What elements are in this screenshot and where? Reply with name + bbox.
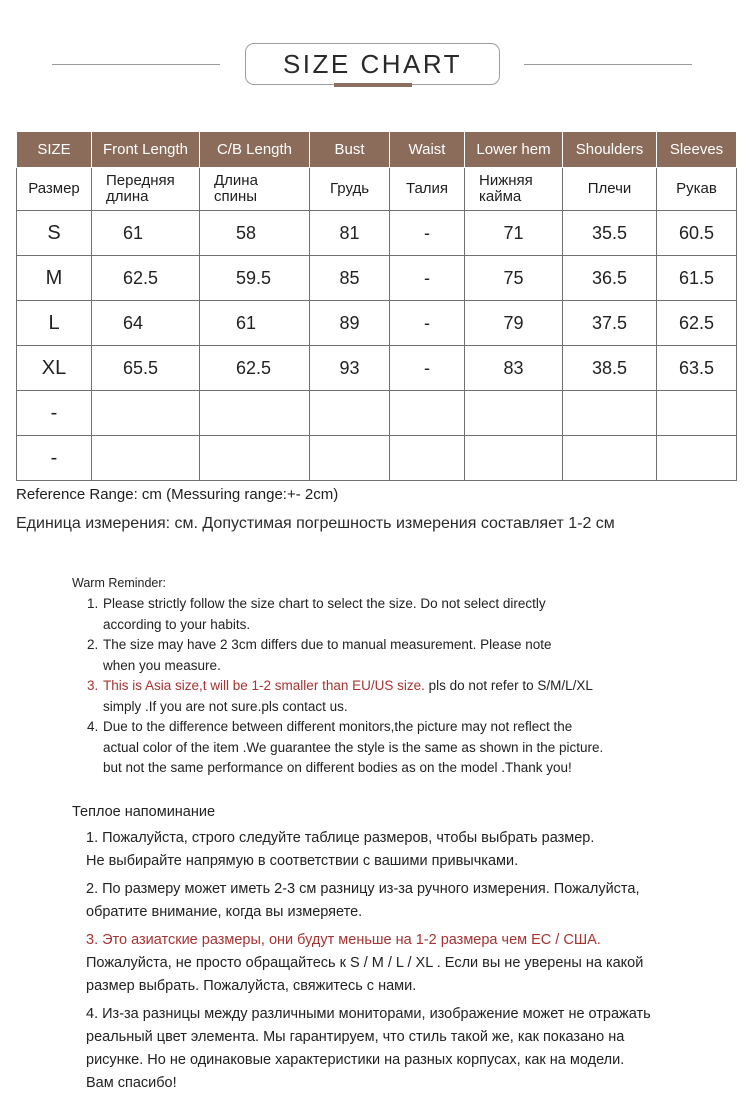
table-cell [92,436,200,481]
item-text: Вам спасибо! [86,1075,177,1091]
table-row [17,436,737,481]
item-number: 3. [87,678,99,693]
table-cell [465,391,563,436]
item-text: simply .If you are not sure.pls contact us. [103,698,348,714]
table-cell: 62.5 [200,346,310,391]
item-number: 1. [87,596,99,611]
table-cell: 83 [465,346,563,391]
warm-reminder-en [72,576,712,779]
column-header: Waist [390,132,465,168]
size-cell: XL [17,346,92,391]
table-row [17,211,737,256]
header-row-ru [17,168,737,211]
table-row [17,391,737,436]
item-text: The size may have 2 3cm differs due to manual measurement. Please note [103,637,552,652]
table-cell: 36.5 [563,256,657,301]
warm-reminder-ru [72,803,732,1100]
title-divider-right [524,64,692,65]
table-cell: 62.5 [657,301,737,346]
header-text: Грудь [329,180,370,197]
column-header-ru [390,168,465,211]
table-cell [92,391,200,436]
column-header-ru [657,168,737,211]
column-header: C/B Length [200,132,310,168]
page-title: SIZE CHART [245,43,500,85]
table-cell: 62.5 [92,256,200,301]
table-cell [657,391,737,436]
table-cell: - [390,346,465,391]
column-header: Sleeves [657,132,737,168]
table-cell: 71 [465,211,563,256]
table-cell: 61.5 [657,256,737,301]
table-cell: 64 [92,301,200,346]
table-cell: - [390,256,465,301]
reminder-heading: Warm Reminder: [72,576,166,590]
table-cell: 35.5 [563,211,657,256]
header-text: спины [214,188,258,205]
table-cell: 61 [92,211,200,256]
item-number: 2. [87,637,99,652]
table-cell: 93 [310,346,390,391]
header-text: Нижняя [479,172,533,189]
table-row [17,256,737,301]
table-cell [390,391,465,436]
table-cell: 65.5 [92,346,200,391]
table-cell: 85 [310,256,390,301]
reminder-item-ru [72,1003,732,1095]
table-cell: 89 [310,301,390,346]
table-cell: 58 [200,211,310,256]
item-text: 4. Из-за разницы между различными мониторами, изображение может не отражать [86,1006,651,1022]
column-header: Shoulders [563,132,657,168]
title-accent-bar [334,83,412,87]
column-header-ru [92,168,200,211]
size-cell: S [17,211,92,256]
asia-size-warning-ru: 3. Это азиатские размеры, они будут меньше на 1-2 размера чем ЕС / США. [86,932,601,948]
reminder-item-ru [72,878,732,924]
item-text: реальный цвет элемента. Мы гарантируем, что стиль такой же, как показано на [86,1029,625,1045]
item-text: but not the same performance on different bodies as on the model .Thank you! [103,760,572,775]
header-text: Размер [28,180,80,197]
reminder-item [72,717,712,779]
table-cell: 37.5 [563,301,657,346]
reminder-item [72,594,712,635]
table-cell: - [390,211,465,256]
header-text: кайма [479,188,522,205]
header-text: Длина [214,172,258,189]
column-header-ru [465,168,563,211]
item-text: обратите внимание, когда вы измеряете. [86,904,363,920]
column-header: SIZE [17,132,92,168]
size-cell: M [17,256,92,301]
table-cell: 63.5 [657,346,737,391]
size-cell: - [17,436,92,481]
reminder-item-ru [72,929,732,998]
table-cell: 81 [310,211,390,256]
size-cell: L [17,301,92,346]
table-cell: 79 [465,301,563,346]
item-text: according to your habits. [103,616,251,632]
title-divider-left [52,64,220,65]
item-text: 2. По размеру может иметь 2-3 см разницу из-за ручного измерения. Пожалуйста, [86,881,640,897]
table-cell [200,436,310,481]
table-cell: 75 [465,256,563,301]
table-cell: - [390,301,465,346]
asia-size-warning: This is Asia size,t will be 1-2 smaller than EU/US size. [103,678,425,693]
item-text-rest: pls do not refer to S/M/L/XL [424,678,593,693]
header-text: Рукав [676,180,717,197]
header-text: Передняя [106,172,175,189]
table-row [17,346,737,391]
table-cell [465,436,563,481]
table-cell [563,436,657,481]
item-text: рисунке. Но не одинаковые характеристики на разных корпусах, как на модели. [86,1052,625,1068]
item-text: Due to the difference between different monitors,the picture may not reflect the [103,719,573,734]
table-cell: 61 [200,301,310,346]
item-text: when you measure. [103,657,221,673]
reference-range-note: Reference Range: cm (Messuring range:+- 2cm) [16,486,339,503]
column-header: Bust [310,132,390,168]
item-text: 1. Пожалуйста, строго следуйте таблице размеров, чтобы выбрать размер. [86,830,595,846]
table-cell [310,436,390,481]
item-number: 4. [87,719,99,734]
column-header-ru [200,168,310,211]
table-cell [563,391,657,436]
size-chart-table [16,131,737,481]
header-text: Талия [405,180,449,197]
table-cell: 38.5 [563,346,657,391]
item-text: actual color of the item .We guarantee the style is the same as shown in the picture. [103,739,604,755]
item-text: Пожалуйста, не просто обращайтесь к S / M / L / XL . Если вы не уверены на какой [86,955,644,971]
header-text: Плечи [587,180,632,197]
size-cell: - [17,391,92,436]
table-cell [200,391,310,436]
item-text: размер выбрать. Пожалуйста, свяжитесь с нами. [86,978,417,994]
reminder-heading-ru: Теплое напоминание [72,804,216,820]
column-header-ru [17,168,92,211]
table-cell: 60.5 [657,211,737,256]
header-text: длина [106,188,149,205]
table-cell [310,391,390,436]
column-header: Lower hem [465,132,563,168]
item-text [103,676,712,697]
table-cell [390,436,465,481]
item-text: Please strictly follow the size chart to select the size. Do not select directly [103,596,546,611]
table-cell [657,436,737,481]
table-row [17,301,737,346]
reminder-item-ru [72,827,732,873]
unit-note-ru: Единица измерения: см. Допустимая погрешность измерения составляет 1-2 см [16,515,615,532]
column-header: Front Length [92,132,200,168]
reminder-item [72,676,712,717]
item-text: Не выбирайте напрямую в соответствии с вашими привычками. [86,853,519,869]
header-row-en [17,132,737,168]
column-header-ru [563,168,657,211]
column-header-ru [310,168,390,211]
reminder-item [72,635,712,676]
table-cell: 59.5 [200,256,310,301]
